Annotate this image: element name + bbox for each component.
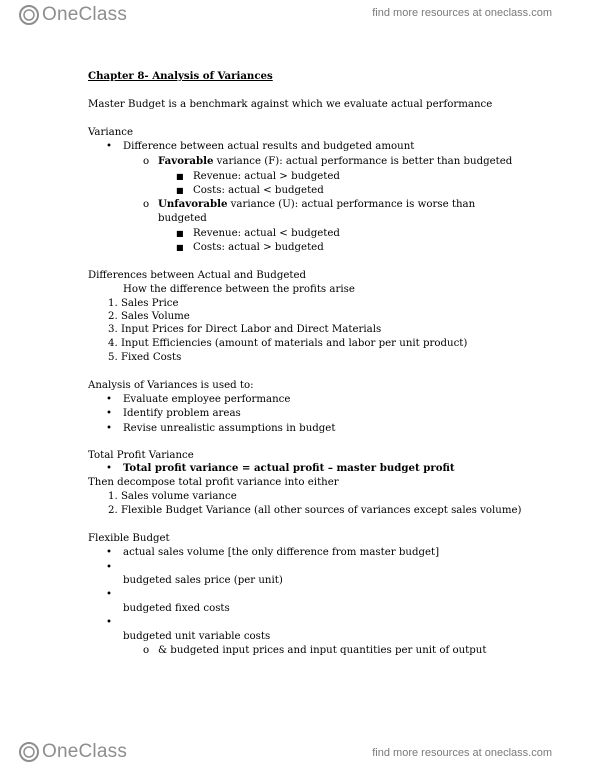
footer-resources-link[interactable]: find more resources at oneclass.com [372,747,552,759]
analysis-item-1: Evaluate employee performance [123,394,291,405]
chapter-title: Chapter 8- Analysis of Variances [88,70,273,82]
fav-item-revenue: Revenue: actual > budgeted [193,171,340,182]
oneclass-logo[interactable] [18,4,127,26]
analysis-item-2: Identify problem areas [123,408,241,419]
bullet-icon: • [106,141,113,152]
square-bullet-icon: ■ [176,229,184,238]
flexible-item-1: actual sales volume [the only difference from master budget] [123,547,440,558]
decompose-text: Then decompose total profit variance into either [88,477,339,488]
favorable-label: Favorable [158,155,214,167]
differences-subheading: How the difference between the profits arise [123,284,355,295]
total-profit-formula: Total profit variance = actual profit – master budget profit [123,462,455,474]
bullet-icon: • [106,394,113,405]
unfavorable-text: variance (U): actual performance is worse than [227,199,476,210]
diff-item-5: 5. Fixed Costs [108,352,182,363]
variance-heading: Variance [88,127,133,138]
diff-item-1: 1. Sales Price [108,298,179,309]
variance-definition: Difference between actual results and budgeted amount [123,141,415,152]
flexible-item-3: budgeted fixed costs [123,603,230,614]
fav-item-costs: Costs: actual < budgeted [193,185,324,196]
oneclass-footer-logo[interactable] [18,741,127,763]
unfav-item-costs: Costs: actual > budgeted [193,242,324,253]
square-bullet-icon: ■ [176,172,184,181]
resources-link[interactable]: find more resources at oneclass.com [372,7,552,19]
analysis-item-3: Revise unrealistic assumptions in budget [123,423,336,434]
unfavorable-label: Unfavorable [158,198,228,210]
flexible-heading: Flexible Budget [88,533,170,544]
unfav-item-revenue: Revenue: actual < budgeted [193,228,340,239]
circle-bullet-icon: o [143,199,150,210]
bullet-icon: • [106,589,113,600]
flexible-item-4: budgeted unit variable costs [123,631,271,642]
logo-text: OneClass [42,4,128,25]
footer-logo-text: OneClass [42,741,128,762]
circle-bullet-icon: o [143,156,150,167]
differences-heading: Differences between Actual and Budgeted [88,270,307,281]
bullet-icon: • [106,562,113,573]
bullet-icon: • [106,463,113,474]
bullet-icon: • [106,423,113,434]
unfavorable-continuation: budgeted [158,213,207,224]
bullet-icon: • [106,408,113,419]
square-bullet-icon: ■ [176,243,184,252]
diff-item-2: 2. Sales Volume [108,311,190,322]
oneclass-logo-icon [18,741,40,763]
favorable-line [158,155,512,168]
square-bullet-icon: ■ [176,186,184,195]
favorable-text: variance (F): actual performance is better than budgeted [213,156,513,167]
total-profit-heading: Total Profit Variance [88,450,194,461]
diff-item-3: 3. Input Prices for Direct Labor and Direct Materials [108,324,382,335]
bullet-icon: • [106,547,113,558]
flexible-item-2: budgeted sales price (per unit) [123,575,283,586]
intro-text: Master Budget is a benchmark against which we evaluate actual performance [88,99,493,110]
circle-bullet-icon: o [143,645,150,656]
decompose-item-2: 2. Flexible Budget Variance (all other sources of variances except sales volume) [108,505,522,516]
bullet-icon: • [106,617,113,628]
diff-item-4: 4. Input Efficiencies (amount of materials and labor per unit product) [108,338,468,349]
unfavorable-line [158,198,475,211]
decompose-item-1: 1. Sales volume variance [108,491,237,502]
oneclass-logo-icon [18,4,40,26]
flexible-sub-item: & budgeted input prices and input quantities per unit of output [158,645,487,656]
analysis-heading: Analysis of Variances is used to: [88,380,254,391]
